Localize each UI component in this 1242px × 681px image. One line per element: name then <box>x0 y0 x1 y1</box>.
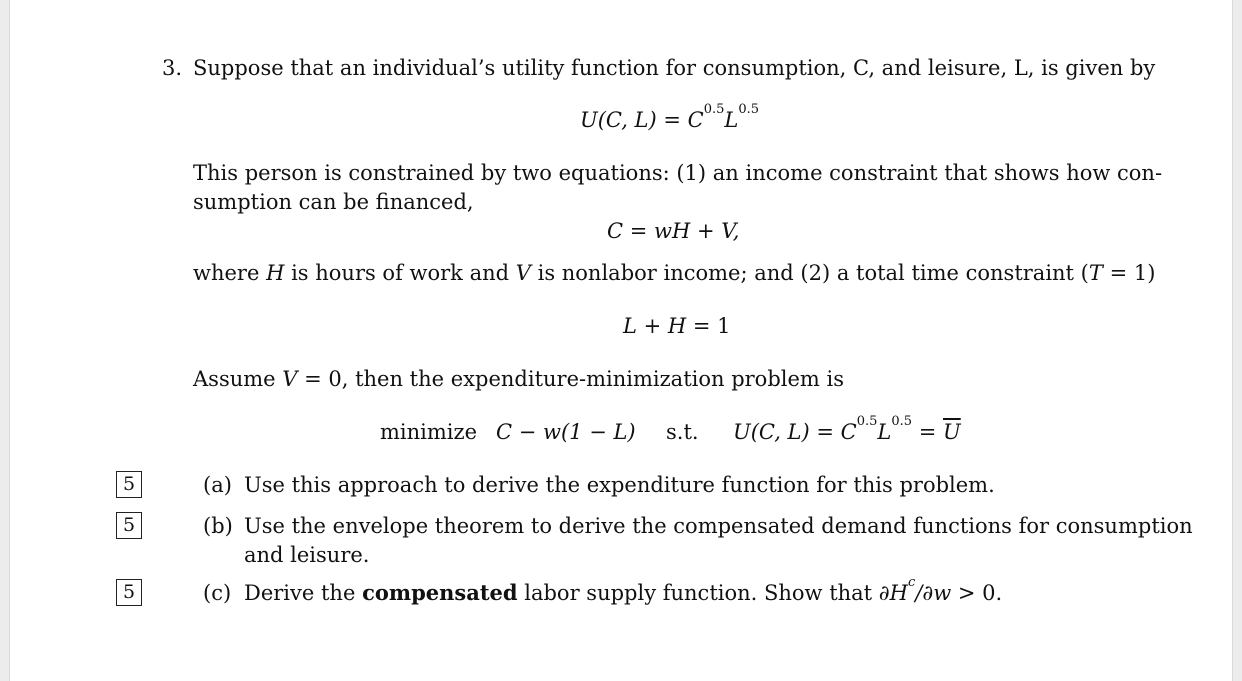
where-text-3: is nonlabor income; and (2) a total time constraint ( <box>530 261 1089 285</box>
utility-l: L <box>724 108 739 132</box>
part-c-math-sup: c <box>907 575 916 590</box>
constraint-text-line1: This person is constrained by two equations: (1) an income constraint that shows how con- <box>193 161 1163 185</box>
minimize-objective: C − w(1 − L) <box>496 420 636 444</box>
where-text-4: = 1) <box>1102 261 1156 285</box>
assume-text-2: = 0, then the expenditure-minimization problem is <box>297 367 844 391</box>
page-edge-right <box>1232 0 1242 681</box>
points-box-a: 5 <box>116 471 142 498</box>
min-constraint-eq2: = <box>912 420 944 444</box>
where-line <box>193 259 1155 287</box>
utility-c-exp: 0.5 <box>703 102 725 117</box>
utility-eq: = <box>656 108 688 132</box>
part-c-text <box>244 575 1003 607</box>
assume-text-1: Assume <box>193 367 283 391</box>
part-a-text: Use this approach to derive the expenditure function for this problem. <box>244 473 995 497</box>
where-text-2: is hours of work and <box>284 261 516 285</box>
minimize-constraint <box>733 414 961 446</box>
time-equation <box>623 312 731 340</box>
minimize-st: s.t. <box>666 420 699 444</box>
utility-c: C <box>687 108 704 132</box>
assume-line <box>193 365 844 393</box>
part-a-label: (a) <box>203 473 232 497</box>
where-var-h: H <box>266 261 285 285</box>
part-c-pre: Derive the <box>244 581 363 605</box>
income-equation: C = wH + V, <box>607 219 740 243</box>
assume-var-v: V <box>282 367 298 391</box>
min-constraint-eq: = <box>809 420 841 444</box>
min-constraint-l-exp: 0.5 <box>891 414 913 429</box>
utility-l-exp: 0.5 <box>738 102 760 117</box>
where-var-t: T <box>1088 261 1103 285</box>
part-c-math-dh: ∂H <box>878 581 908 605</box>
where-var-v: V <box>515 261 531 285</box>
utility-equation <box>580 102 760 134</box>
problem-number: 3. <box>162 56 183 80</box>
part-b-text-line1: Use the envelope theorem to derive the compensated demand functions for consumption <box>244 514 1193 538</box>
where-text-1: where <box>193 261 267 285</box>
constraint-text-line2: sumption can be financed, <box>193 190 474 214</box>
part-b-label: (b) <box>203 514 233 538</box>
part-c-math-dw: /∂w <box>915 581 952 605</box>
min-constraint-c-exp: 0.5 <box>856 414 878 429</box>
min-constraint-c: C <box>840 420 857 444</box>
points-box-b: 5 <box>116 512 142 539</box>
points-box-c: 5 <box>116 579 142 606</box>
min-constraint-ubar: $\overline{U}$ <box>943 420 961 444</box>
part-b-text-line2: and leisure. <box>244 543 370 567</box>
min-constraint-lhs: U(C, L) <box>733 420 810 444</box>
part-c-label: (c) <box>203 581 232 605</box>
part-c-bold: compensated <box>362 580 518 605</box>
minimize-word: minimize <box>380 420 477 444</box>
problem-intro: Suppose that an individual’s utility function for consumption, C, and leisure, L, is given by <box>193 56 1156 80</box>
part-c-math-gt: > 0. <box>951 581 1003 605</box>
page-edge-left <box>0 0 10 681</box>
min-constraint-l: L <box>877 420 892 444</box>
time-eq-rhs: = 1 <box>686 314 731 338</box>
time-eq-lhs: L + H <box>623 314 687 338</box>
part-c-post: labor supply function. Show that <box>517 581 879 605</box>
utility-lhs: U(C, L) <box>580 108 657 132</box>
